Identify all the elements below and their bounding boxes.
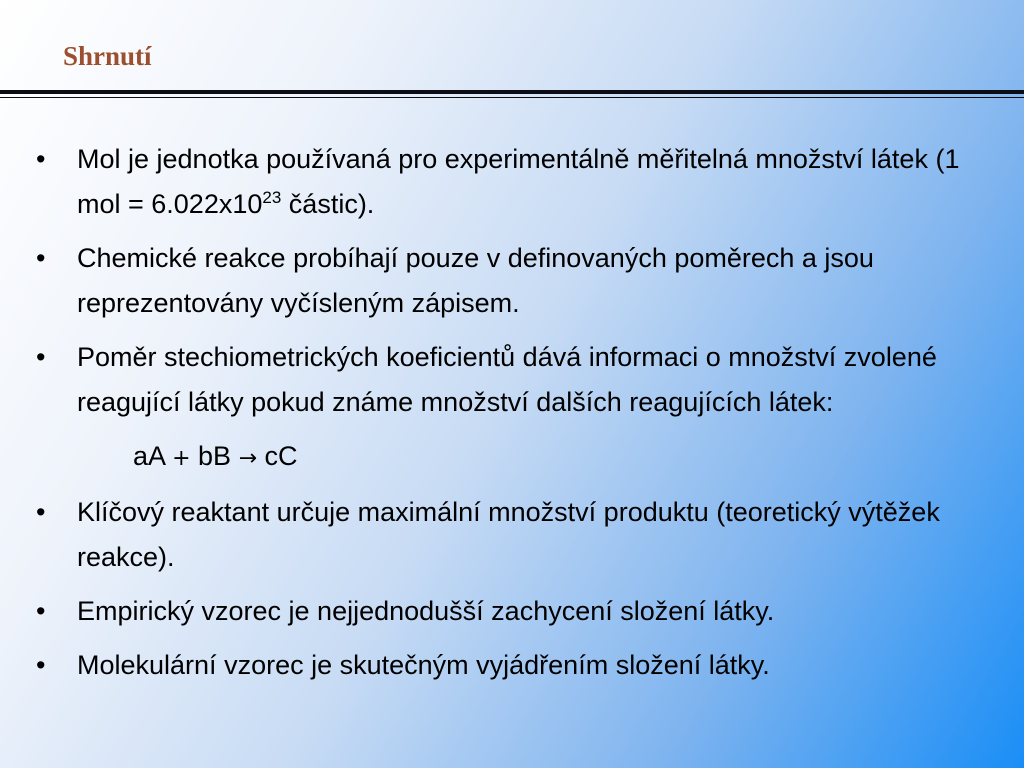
bullet-item-ratio [0, 335, 1024, 425]
reaction-arrow-icon: → [238, 446, 257, 471]
bullet-text: Klíčový reaktant určuje maximální množství produktu (teoretický výtěžek reakce). [77, 497, 940, 572]
exponent: 23 [262, 188, 282, 207]
bullet-text-tail: částic). [281, 189, 375, 219]
bullet-item-empirical-formula [0, 589, 1024, 634]
formula-reactant-a: aA [133, 441, 165, 471]
bullet-marker: • [36, 144, 46, 174]
bullet-list [0, 137, 1024, 688]
bullet-text: Poměr stechiometrických koeficientů dává informaci o množství zvolené reagující látky pokud známe množství dalších reagujících látek: [77, 342, 937, 417]
bullet-text: Empirický vzorec je nejjednodušší zachycení složení látky. [77, 596, 775, 626]
bullet-marker: • [36, 497, 46, 527]
slide-title: Shrnutí [63, 41, 152, 71]
bullet-item-mol [0, 137, 1024, 227]
bullet-item-reactions [0, 236, 1024, 326]
title-divider-thin [0, 97, 1024, 98]
bullet-marker: • [36, 650, 46, 680]
plus-sign: + [172, 446, 191, 471]
bullet-text: Molekulární vzorec je skutečným vyjádřením složení látky. [77, 650, 770, 680]
bullet-marker: • [36, 342, 46, 372]
bullet-text: Chemické reakce probíhají pouze v definovaných poměrech a jsou reprezentovány vyčísleným zápisem. [77, 243, 874, 318]
title-divider-thick [0, 90, 1024, 94]
reaction-equation [0, 434, 1024, 481]
formula-reactant-b: bB [198, 441, 232, 471]
bullet-marker: • [36, 243, 46, 273]
bullet-item-limiting-reactant [0, 490, 1024, 580]
bullet-item-molecular-formula [0, 643, 1024, 688]
bullet-text: Mol je jednotka používaná pro experimentálně měřitelná množství látek (1 mol = 6.022x10 [77, 144, 960, 219]
formula-product-c: cC [264, 441, 298, 471]
bullet-marker: • [36, 596, 46, 626]
